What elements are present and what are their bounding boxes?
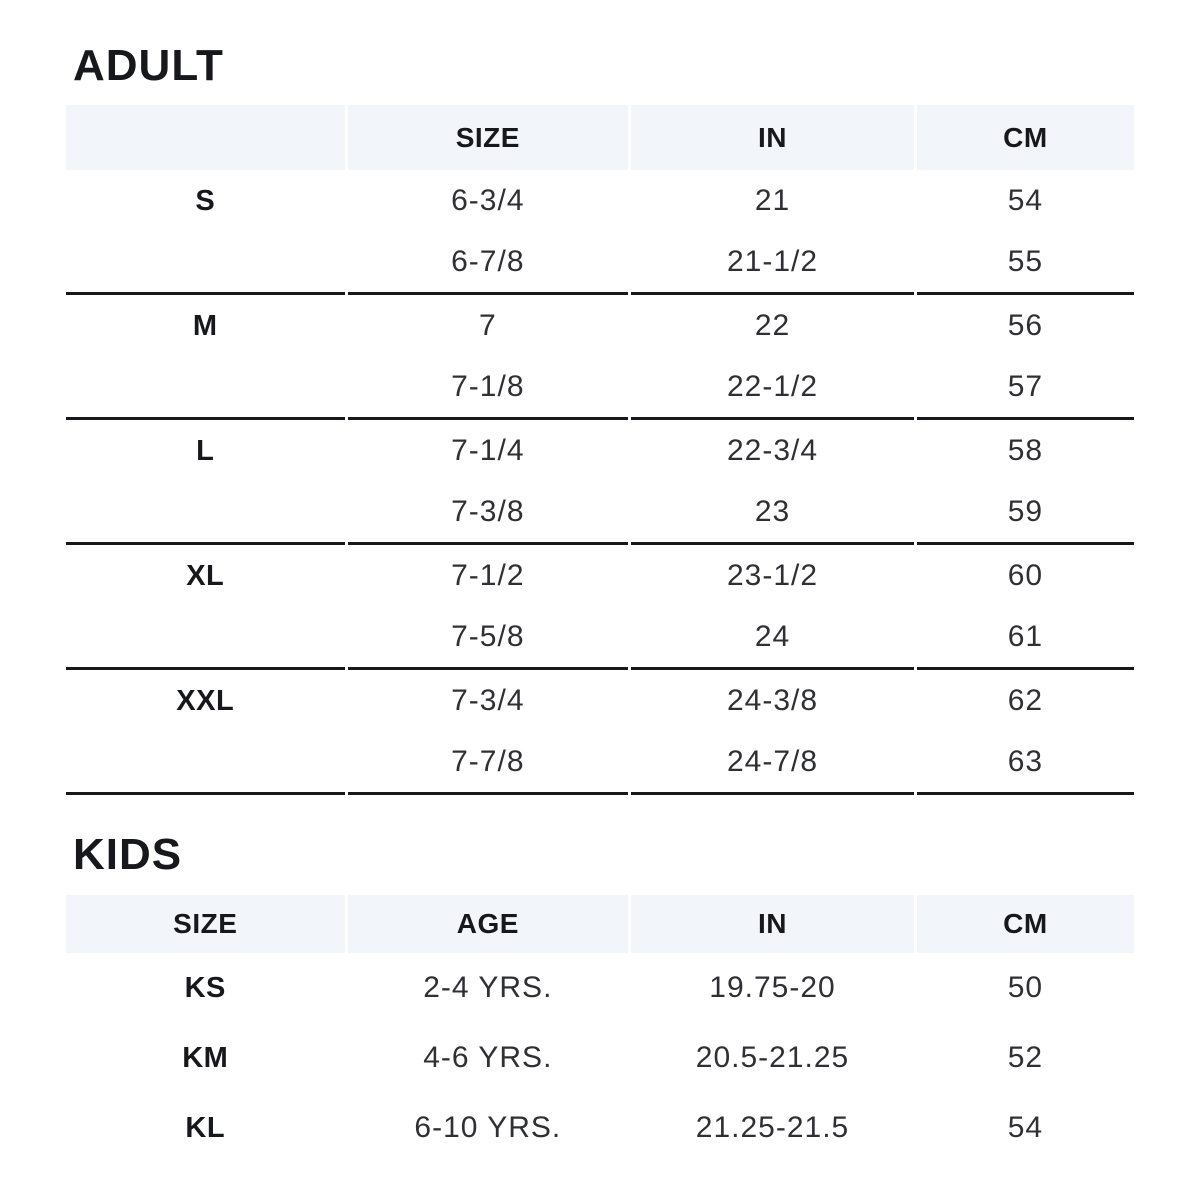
table-row-xl-1 [66,545,1134,608]
size-label-xl: XL [186,559,225,592]
cm-value: 58 [1007,434,1044,468]
size-label-kl: KL [185,1111,226,1144]
hat-size-value: 7-3/4 [451,684,525,718]
inches-value: 19.75-20 [709,971,836,1004]
inches-value: 24-7/8 [631,733,914,796]
cm-value: 50 [1007,971,1044,1004]
table-row-s-1 [66,170,1134,233]
hat-size-value: 6-3/4 [451,184,525,218]
adult-header-row [66,105,1134,170]
hat-size-value: 7-1/2 [451,559,525,593]
cm-value: 59 [917,483,1134,546]
hat-size-value: 7-1/8 [348,358,629,421]
size-label-blank [66,733,345,796]
size-label-km: KM [182,1041,229,1074]
cm-value: 63 [917,733,1134,796]
table-row-m-1 [66,295,1134,358]
cm-value: 54 [1007,1111,1044,1144]
hat-size-value: 7-1/4 [451,434,525,468]
table-row-s-2 [66,233,1134,296]
cm-value: 57 [917,358,1134,421]
kids-section-title: KIDS [73,830,183,879]
kids-header-row [66,895,1134,953]
inches-value: 21-1/2 [631,233,914,296]
hat-size-value: 6-7/8 [348,233,629,296]
cm-value: 56 [1007,309,1044,343]
cm-value: 61 [917,608,1134,671]
cm-value: 55 [917,233,1134,296]
table-row-km [66,1023,1134,1093]
cm-value: 62 [1007,684,1044,718]
adult-section-title: ADULT [73,41,224,90]
age-value: 4-6 YRS. [423,1041,553,1074]
kids-header-in: IN [631,895,914,953]
size-label-s: S [195,184,216,217]
size-label-l: L [196,434,215,467]
inches-value: 20.5-21.25 [695,1041,850,1074]
inches-value: 23 [631,483,914,546]
size-label-ks: KS [184,971,226,1004]
inches-value: 22-1/2 [631,358,914,421]
size-label-blank [66,608,345,671]
hat-size-value: 7 [478,309,497,343]
hat-size-value: 7-5/8 [348,608,629,671]
hat-size-value: 7-3/8 [348,483,629,546]
inches-value: 22 [754,309,791,343]
size-label-blank [66,483,345,546]
size-label-m: M [192,309,218,342]
cm-value: 52 [1007,1041,1044,1074]
inches-value: 24 [631,608,914,671]
hat-size-value: 7-7/8 [348,733,629,796]
inches-value: 21 [754,184,791,218]
inches-value: 22-3/4 [726,434,819,468]
kids-size-table [63,895,1137,1163]
adult-header-cm: CM [917,105,1134,170]
inches-value: 23-1/2 [726,559,819,593]
table-row-kl [66,1093,1134,1163]
adult-size-table [63,105,1137,795]
table-row-l-2 [66,483,1134,546]
table-row-l-1 [66,420,1134,483]
size-label-blank [66,233,345,296]
inches-value: 21.25-21.5 [695,1111,850,1144]
cm-value: 60 [1007,559,1044,593]
size-label-blank [66,358,345,421]
age-value: 6-10 YRS. [414,1111,562,1144]
kids-header-age: AGE [348,895,629,953]
table-row-ks [66,953,1134,1023]
kids-header-size: SIZE [66,895,345,953]
inches-value: 24-3/8 [726,684,819,718]
kids-header-cm: CM [917,895,1134,953]
adult-header-blank [66,105,345,170]
table-row-xxl-1 [66,670,1134,733]
adult-header-size: SIZE [348,105,629,170]
age-value: 2-4 YRS. [423,971,553,1004]
size-label-xxl: XXL [176,684,235,717]
table-row-xl-2 [66,608,1134,671]
adult-header-in: IN [631,105,914,170]
cm-value: 54 [1007,184,1044,218]
table-row-m-2 [66,358,1134,421]
table-row-xxl-2 [66,733,1134,796]
